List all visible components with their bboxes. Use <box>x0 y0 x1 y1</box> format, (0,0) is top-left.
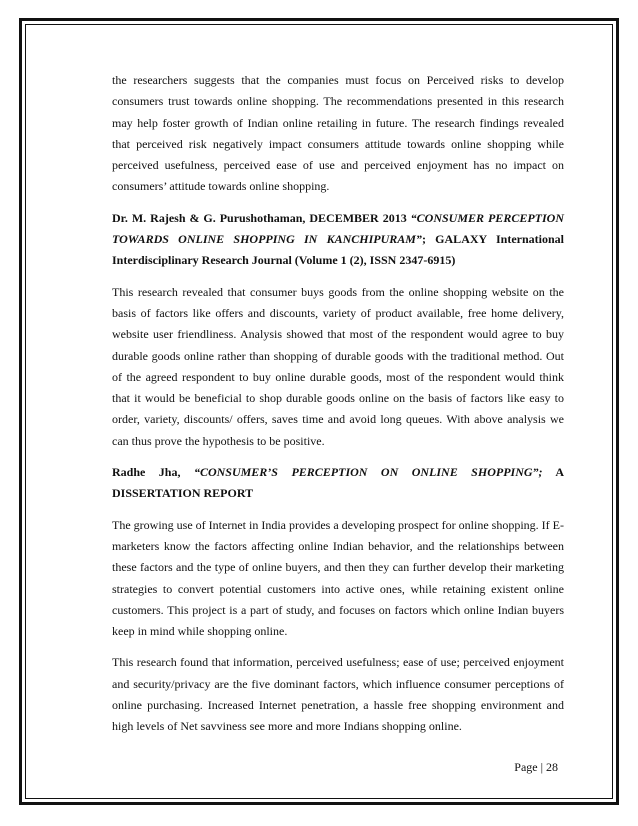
reference-authors: Dr. M. Rajesh & G. Purushothaman, DECEMBER 2013 <box>112 210 411 225</box>
reference-title: “CONSUMER’S PERCEPTION ON ONLINE SHOPPING”; <box>193 465 543 480</box>
reference-heading-rajesh <box>112 208 564 272</box>
paragraph-jha-summary: The growing use of Internet in India provides a developing prospect for online shopping. If E-marketers know the factors affecting online Indian behavior, and the relationships between these factors and the type of online buyers, and then they can further develop their marketing strategies to convert potential customers into active ones, while retaining existent online customers. This project is a part of study, and focuses on factors which online Indian buyers keep in mind while shopping online. <box>112 517 564 639</box>
reference-authors: Radhe Jha, <box>112 465 194 480</box>
paragraph-rajesh-findings: This research revealed that consumer buys goods from the online shopping website on the basis of factors like offers and discounts, variety of product available, free home delivery, website user friendliness. Analysis showed that most of the respondent would agree to buy durable goods online rather than shopping of durable goods with the traditional method. Out of the agreed respondent to buy online durable goods, most of the respondent would think that it would be beneficial to shop durable goods online on the basis of factors like easy to order, variety, discounts/ offers, saves time and avoid long queues. With above analysis we can thus prove the hypothesis to be positive. <box>112 284 564 448</box>
page-content <box>112 70 564 748</box>
page-number: Page | 28 <box>514 760 558 774</box>
reference-heading-jha <box>112 462 564 505</box>
paragraph-intro: the researchers suggests that the companies must focus on Perceived risks to develop consumers trust towards online shopping. The recommendations presented in this research may help foster growth of Indian online retailing in future. The research findings revealed that perceived risk negatively impact consumers attitude towards online shopping while perceived usefulness, perceived ease of use and perceived enjoyment has no impact on consumers’ attitude towards online shopping. <box>112 73 564 194</box>
reference-title: “CONSUMER PERCEPTION TOWARDS ONLINE SHOPPING IN KANCHIPURAM” <box>112 210 564 247</box>
paragraph-jha-findings: This research found that information, perceived usefulness; ease of use; perceived enjoyment and security/privacy are the five dominant factors, which influence consumer perceptions of online purchasing. Increased Internet penetration, a hassle free shopping environment and high levels of Net savviness see more and more Indians shopping online. <box>112 655 564 734</box>
reference-source: A DISSERTATION REPORT <box>112 465 565 501</box>
reference-source: ; GALAXY International Interdisciplinary Research Journal (Volume 1 (2), ISSN 2347-6915) <box>112 232 564 268</box>
